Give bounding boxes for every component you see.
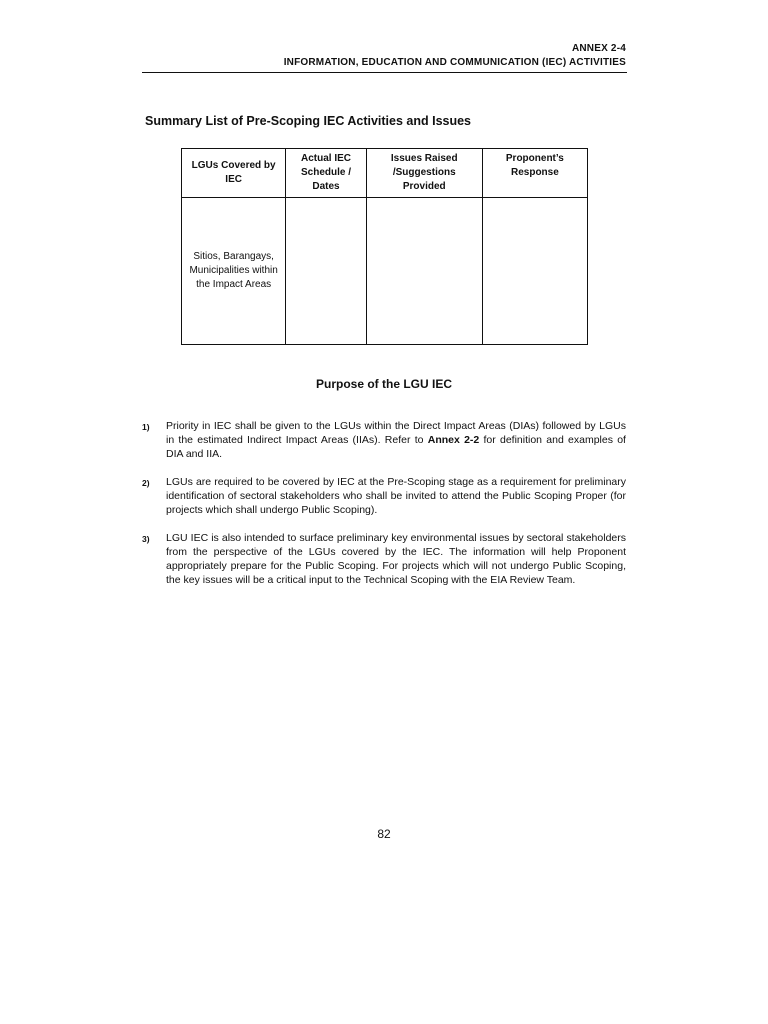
list-item-number: 1) xyxy=(142,422,150,432)
column-header-lgus: LGUs Covered by IEC xyxy=(182,149,286,198)
list-item xyxy=(142,531,626,587)
purpose-list xyxy=(142,419,626,601)
list-item-text xyxy=(166,419,626,461)
table-header-row xyxy=(182,149,588,198)
list-item-text-part: Priority in IEC shall be given to the LGUs within the Direct Impact Areas (DIAs) followed by LGUs in the estimated Indirect Impact Areas (IIAs). Refer to xyxy=(166,420,626,446)
list-item-number: 3) xyxy=(142,534,150,544)
page-number: 82 xyxy=(377,827,391,841)
column-header-schedule: Actual IEC Schedule / Dates xyxy=(286,149,366,198)
annex-subtitle: INFORMATION, EDUCATION AND COMMUNICATION (IEC) ACTIVITIES xyxy=(283,57,626,68)
annex-label: ANNEX 2-4 xyxy=(571,43,626,54)
annex-reference: Annex 2-2 xyxy=(427,434,480,446)
summary-table xyxy=(181,148,588,345)
table-row xyxy=(182,198,588,345)
list-item xyxy=(142,475,626,517)
table-cell-response xyxy=(482,198,587,345)
list-item-text: LGUs are required to be covered by IEC at the Pre-Scoping stage as a requirement for preliminary identification of sectoral stakeholders who shall be invited to attend the Public Scoping Proper (for projects which shall undergo Public Scoping). xyxy=(166,476,626,516)
document-title: Summary List of Pre-Scoping IEC Activities and Issues xyxy=(145,114,472,128)
list-item-text: LGU IEC is also intended to surface preliminary key environmental issues by sectoral stakeholders from the perspective of the LGUs covered by the IEC. The information will help Proponent appropriately prepare for the Public Scoping. For projects which will not undergo Public Scoping, the key issues will be a critical input to the Technical Scoping with the EIA Review Team. xyxy=(166,532,626,586)
list-item xyxy=(142,419,626,461)
table-cell-issues xyxy=(366,198,482,345)
header-divider xyxy=(142,72,627,73)
page-header xyxy=(142,42,626,70)
section-title: Purpose of the LGU IEC xyxy=(315,377,452,391)
column-header-response: Proponent’s Response xyxy=(482,149,587,198)
list-item-number: 2) xyxy=(142,478,150,488)
table-cell-lgus: Sitios, Barangays, Municipalities within the Impact Areas xyxy=(182,198,286,345)
table-cell-schedule xyxy=(286,198,366,345)
column-header-issues: Issues Raised /Suggestions Provided xyxy=(366,149,482,198)
list-item-text-part: for definition and examples of DIA and IIA. xyxy=(166,434,626,460)
